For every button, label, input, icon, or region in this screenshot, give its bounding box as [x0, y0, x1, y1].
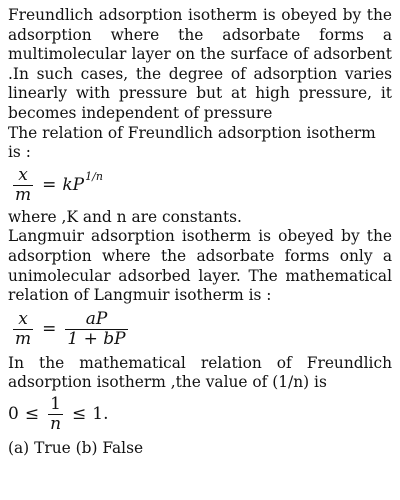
- freundlich-relation-paragraph: The relation of Freundlich adsorption isotherm is :: [8, 123, 376, 162]
- inequality-le-2: ≤: [72, 404, 87, 425]
- inequality-right: 1.: [92, 404, 109, 425]
- freundlich-equation: [10, 164, 392, 208]
- langmuir-intro-paragraph: Langmuir adsorption isotherm is obeyed by the adsorption where the adsorbate forms only a unimolecular adsorbed layer. The mathematical relation of Langmuir isotherm is :: [8, 227, 392, 305]
- langmuir-rhs-numerator: aP: [85, 309, 108, 330]
- question-document: [8, 6, 392, 459]
- inequality-expression: [8, 395, 109, 434]
- freundlich-equals-sign: =: [42, 174, 57, 195]
- question-statement-paragraph: In the mathematical relation of Freundlich adsorption isotherm ,the value of (1/n) is: [8, 353, 392, 392]
- freundlich-lhs-numerator: x: [18, 165, 28, 186]
- inequality-fraction: [48, 395, 63, 434]
- inequality-line: [8, 393, 392, 437]
- inequality-numerator: 1: [50, 394, 61, 415]
- langmuir-equation: [10, 306, 392, 354]
- freundlich-lhs-denominator: m: [15, 185, 32, 206]
- freundlich-intro-paragraph: Freundlich adsorption isotherm is obeyed by the adsorption where the adsorbate forms a multimolecular layer on the surface of adsorbent .In such cases, the degree of adsorption varies linearly with pressure but at high pressure, it becomes independent of pressure: [8, 6, 392, 122]
- langmuir-rhs-denominator: 1 + bP: [67, 329, 126, 350]
- langmuir-lhs-fraction: [13, 310, 33, 349]
- langmuir-lhs-numerator: x: [18, 309, 28, 330]
- langmuir-equals-sign: =: [42, 318, 57, 339]
- freundlich-lhs-fraction: [13, 166, 33, 205]
- freundlich-constants-paragraph: where ,K and n are constants.: [8, 207, 242, 226]
- langmuir-rhs-fraction: [65, 310, 127, 349]
- langmuir-lhs-denominator: m: [15, 329, 32, 350]
- inequality-denominator: n: [50, 414, 62, 435]
- freundlich-exponent: 1/n: [85, 169, 103, 183]
- inequality-left: 0: [8, 404, 19, 425]
- freundlich-rhs: kP: [62, 174, 85, 195]
- inequality-le-1: ≤: [24, 404, 40, 425]
- answer-options: (a) True (b) False: [8, 438, 144, 457]
